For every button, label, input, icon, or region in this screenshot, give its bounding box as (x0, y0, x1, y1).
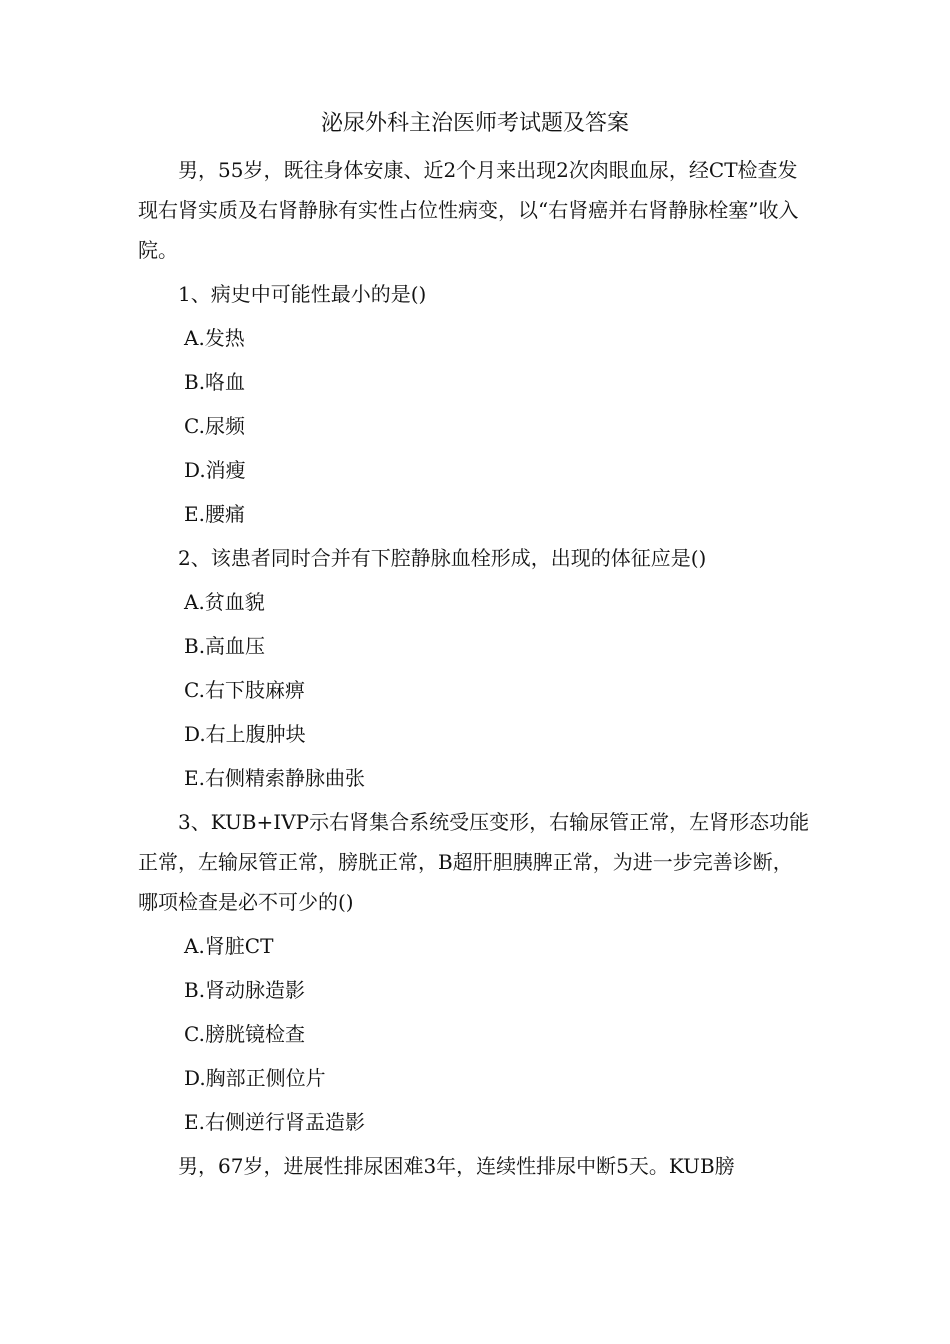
question-2-option-a: A.贫血貌 (184, 590, 265, 614)
question-1-option-e: E.腰痛 (184, 502, 245, 526)
case-description-2: 男，67岁，进展性排尿困难3年，连续性排尿中断5天。KUB膀 (178, 1154, 735, 1178)
question-3-option-b: B.肾动脉造影 (184, 978, 306, 1002)
question-2-option-b: B.高血压 (184, 634, 266, 658)
document-body (138, 150, 810, 1190)
question-1-option-c: C.尿频 (184, 414, 245, 438)
question-1: 1、病史中可能性最小的是() (178, 282, 427, 306)
question-2-option-e: E.右侧精索静脉曲张 (184, 766, 365, 790)
question-3-option-a: A.肾脏CT (184, 934, 274, 958)
question-1-option-b: B.咯血 (184, 370, 246, 394)
question-1-option-d: D.消瘦 (184, 458, 246, 482)
question-3-option-d: D.胸部正侧位片 (184, 1066, 326, 1090)
question-3-option-c: C.膀胱镜检查 (184, 1022, 305, 1046)
question-2-option-c: C.右下肢麻痹 (184, 678, 305, 702)
question-3: 3、KUB+IVP示右肾集合系统受压变形，右输尿管正常，左肾形态功能正常，左输尿管正常，膀胱正常，B超肝胆胰脾正常，为进一步完善诊断，哪项检查是必不可少的() (138, 810, 810, 914)
document-title: 泌尿外科主治医师考试题及答案 (320, 111, 629, 136)
question-2: 2、该患者同时合并有下腔静脉血栓形成，出现的体征应是() (178, 546, 707, 570)
case-description-1: 男，55岁，既往身体安康、近2个月来出现2次肉眼血尿，经CT检查发现右肾实质及右肾静脉有实性占位性病变，以“右肾癌并右肾静脉栓塞”收入院。 (138, 158, 799, 262)
question-1-option-a: A.发热 (184, 326, 245, 350)
question-3-option-e: E.右侧逆行肾盂造影 (184, 1110, 365, 1134)
question-2-option-d: D.右上腹肿块 (184, 722, 306, 746)
